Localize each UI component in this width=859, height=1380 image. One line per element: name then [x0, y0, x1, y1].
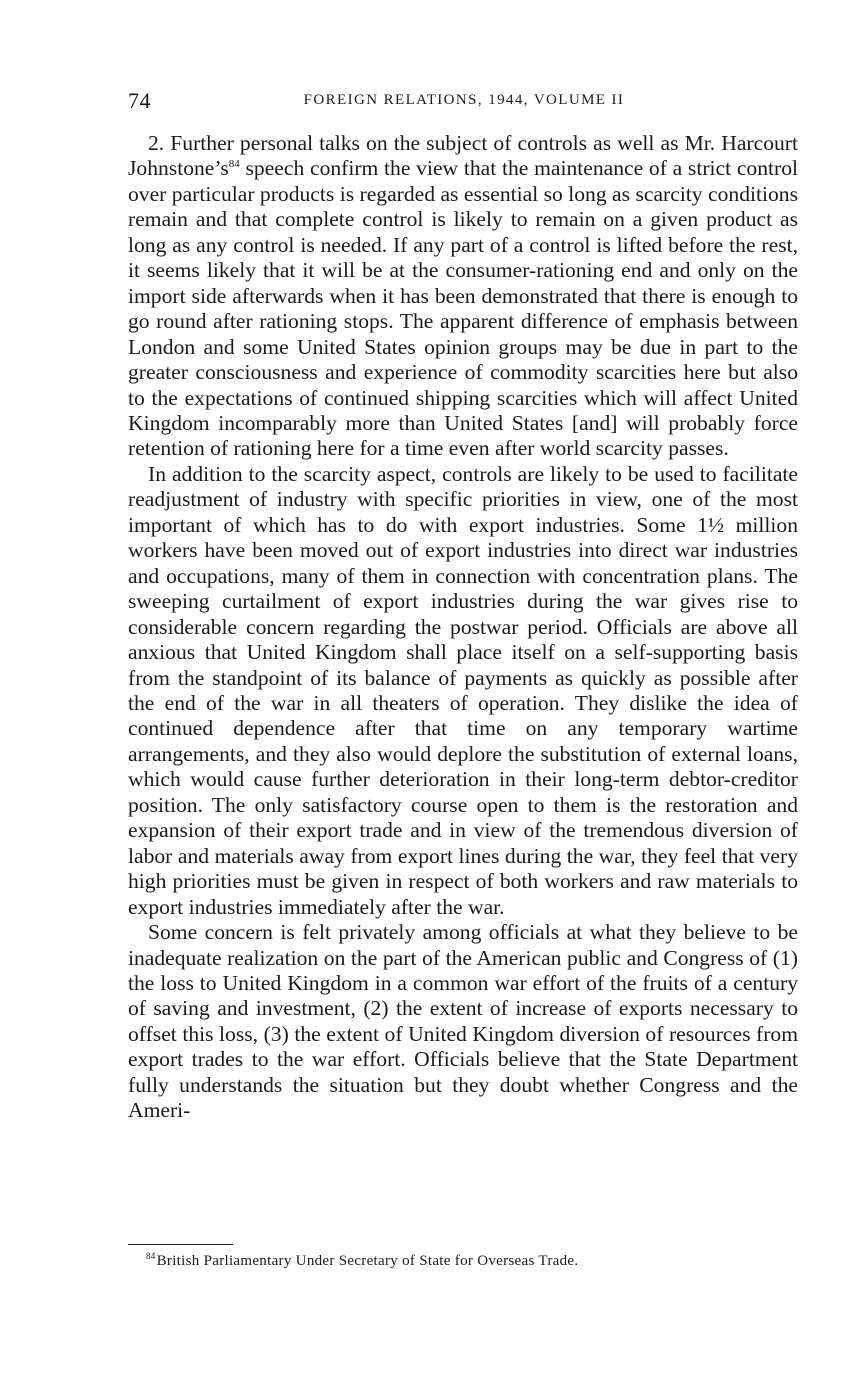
- body-text: [128, 131, 798, 1124]
- page-header: [128, 88, 800, 114]
- footnote-mark: 84: [146, 1251, 156, 1261]
- paragraph-1-text-b: speech confirm the view that the maintenance of a strict control over particular products is regarded as essential so long as scarcity conditions remain and that complete control is likely to remain on a given product as long as any control is needed. If any part of a control is lifted before the rest, it seems likely that it will be at the consumer-rationing end and only on the import side afterwards when it has been demonstrated that there is enough to go round after rationing stops. The apparent difference of emphasis between London and some United States opinion groups may be due in part to the greater consciousness and experience of commodity scarcities here but also to the expectations of continued shipping scarcities which will affect United Kingdom incomparably more than United States [and] will probably force retention of rationing here for a time even after world scarcity passes.: [128, 156, 798, 461]
- paragraph-3: Some concern is felt privately among officials at what they believe to be inadequate realization on the part of the American public and Congress of (1) the loss to United Kingdom in a common war effort of the fruits of a century of saving and investment, (2) the extent of increase of exports necessary to offset this loss, (3) the extent of United Kingdom diversion of resources from export trades to the war effort. Officials believe that the State Department fully understands the situation but they doubt whether Congress and the Ameri-: [128, 920, 798, 1123]
- footnote-text: British Parliamentary Under Secretary of State for Overseas Trade.: [156, 1253, 579, 1269]
- paragraph-1-text-a: 2. Further personal talks on the subject of controls as well as Mr. Harcourt Johnstone’s: [128, 131, 798, 181]
- running-head: FOREIGN RELATIONS, 1944, VOLUME II: [303, 92, 625, 108]
- page-number: 74: [128, 88, 151, 113]
- paragraph-1: [128, 131, 798, 462]
- footnote-divider: [128, 1244, 233, 1245]
- footnote-reference: 84: [228, 158, 240, 171]
- footnote: [146, 1253, 578, 1270]
- paragraph-2: In addition to the scarcity aspect, controls are likely to be used to facilitate readjustment of industry with specific priorities in view, one of the most important of which has to do with export industries. Some 1½ million workers have been moved out of export industries into direct war industries and occupations, many of them in connection with concentration plans. The sweeping curtailment of export industries during the war gives rise to considerable concern regarding the postwar period. Officials are above all anxious that United Kingdom shall place itself on a self-supporting basis from the standpoint of its balance of payments as quickly as possible after the end of the war in all theaters of operation. They dislike the idea of continued dependence after that time on any temporary wartime arrangements, and they also would deplore the substitution of external loans, which would cause further deterioration in their long-term debtor-creditor position. The only satisfactory course open to them is the restoration and expansion of their export trade and in view of the tremendous diversion of labor and materials away from export lines during the war, they feel that very high priorities must be given in respect of both workers and raw materials to export industries immediately after the war.: [128, 461, 798, 919]
